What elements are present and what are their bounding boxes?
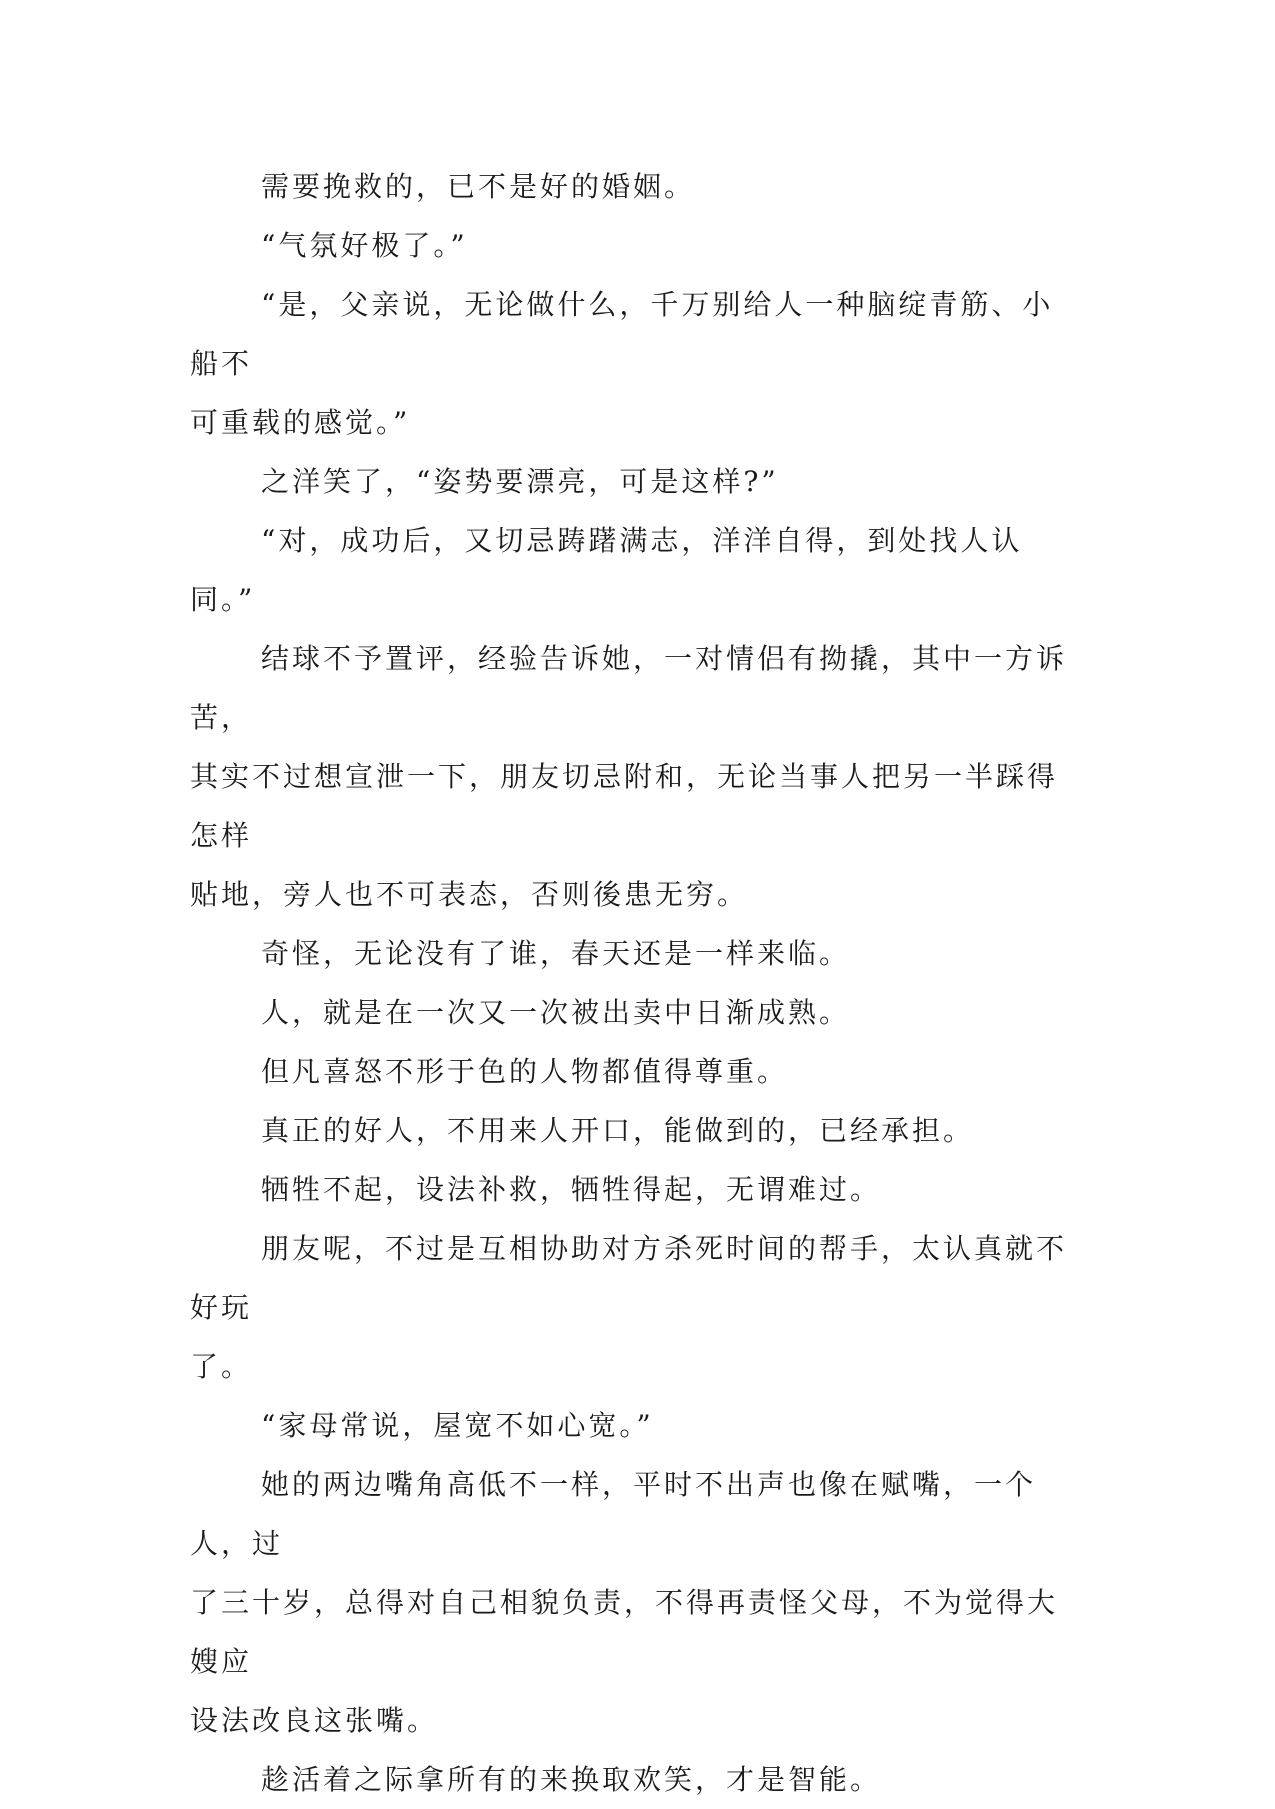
paragraph-15: 趁活着之际拿所有的来换取欢笑，才是智能。 (261, 1763, 882, 1796)
paragraph-10: 真正的好人，不用来人开口，能做到的，已经承担。 (261, 1114, 975, 1147)
paragraph-8: 人，就是在一次又一次被出卖中日渐成熟。 (261, 996, 851, 1029)
paragraph-14: 她的两边嘴角高低不一样，平时不出声也像在赋嘴，一个人，过 了三十岁，总得对自己相貌负责，不得再责怪父母，不为觉得大嫂应 设法改良这张嘴。 (190, 1468, 1059, 1737)
paragraph-4: 之洋笑了，“姿势要漂亮，可是这样?” (261, 465, 779, 498)
paragraph-5: “对，成功后，又切忌踌躇满志，洋洋自得，到处找人认同。” (190, 524, 1023, 616)
paragraph-6: 结球不予置评，经验告诉她，一对情侣有拗撬，其中一方诉苦， 其实不过想宣泄一下，朋友切忌附和，无论当事人把另一半踩得怎样 贴地，旁人也不可表态，否则後患无穷。 (190, 642, 1068, 911)
paragraph-11: 牺牲不起，设法补救，牺牲得起，无谓难过。 (261, 1173, 882, 1206)
paragraph-12: 朋友呢，不过是互相协助对方杀死时间的帮手，太认真就不好玩 了。 (190, 1232, 1068, 1383)
paragraph-2: “气氛好极了。” (261, 229, 468, 262)
document-body (190, 157, 1080, 1809)
paragraph-13: “家母常说，屋宽不如心宽。” (261, 1409, 654, 1442)
paragraph-9: 但凡喜怒不形于色的人物都值得尊重。 (261, 1055, 789, 1088)
paragraph-3: “是，父亲说，无论做什么，千万别给人一种脑绽青筋、小船不 可重载的感觉。” (190, 288, 1054, 439)
paragraph-7: 奇怪，无论没有了谁，春天还是一样来临。 (261, 937, 851, 970)
paragraph-1: 需要挽救的，已不是好的婚姻。 (261, 170, 696, 203)
